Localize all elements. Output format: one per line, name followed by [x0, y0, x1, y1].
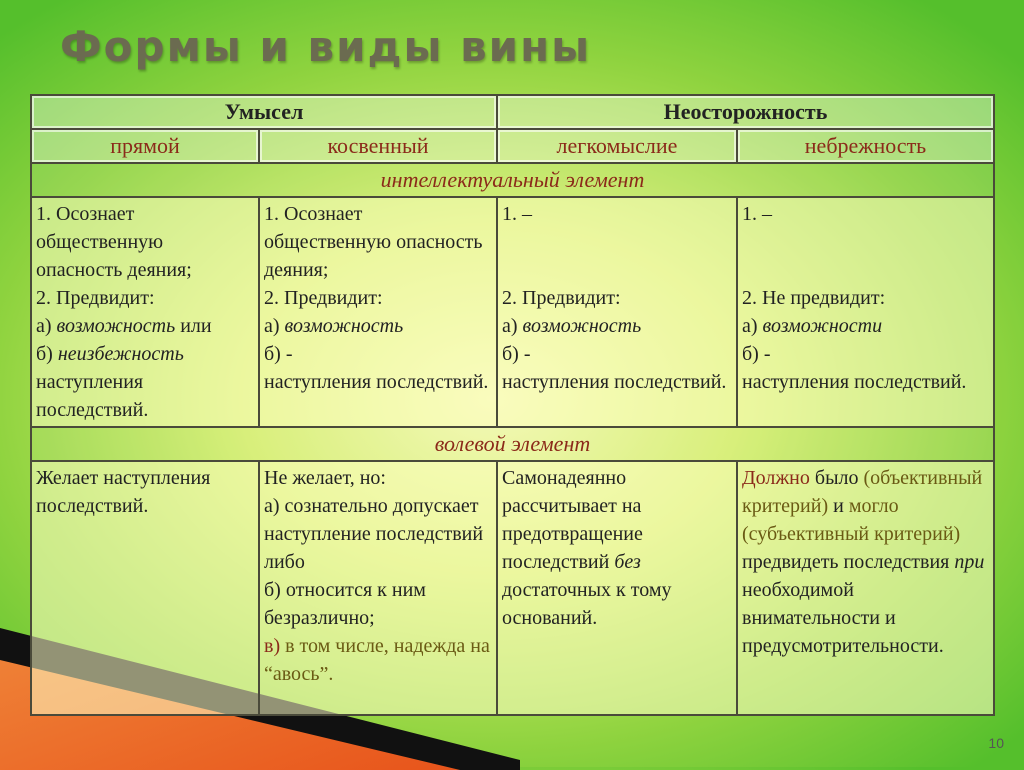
group-intent: Умысел: [31, 95, 497, 129]
volitional-frivolity-cell: [497, 461, 737, 715]
cell-line: наступления последствий.: [502, 371, 727, 393]
intellectual-direct-cell: [31, 197, 259, 427]
cell-text: было: [809, 467, 864, 489]
cell-line: 2. Предвидит:: [264, 287, 383, 309]
cell-text: а): [502, 315, 523, 337]
cell-line: [264, 632, 492, 688]
cell-line: 1. Осознает общественную опасность деяния;: [264, 203, 483, 281]
cell-line: [264, 312, 492, 340]
subtype-direct: прямой: [31, 129, 259, 163]
cell-line: б) -: [264, 343, 293, 365]
cell-text: достаточных к тому оснований.: [502, 579, 672, 629]
cell-line: наступления последствий.: [264, 371, 489, 393]
emphasis-text: возможность: [56, 315, 176, 337]
volitional-carelessness-cell: [737, 461, 994, 715]
emphasis-text: без: [614, 551, 641, 573]
volitional-row: [31, 461, 994, 715]
emphasis-text: возможности: [762, 315, 883, 337]
subtype-frivolity: легкомыслие: [497, 129, 737, 163]
cell-line: 2. Предвидит:: [36, 287, 155, 309]
cell-text: а): [742, 315, 763, 337]
cell-line: [742, 312, 989, 340]
cell-line: наступления последствий.: [742, 371, 967, 393]
cell-line: наступления последствий.: [36, 371, 149, 421]
intellectual-carelessness-cell: [737, 197, 994, 427]
cell-line: б) -: [742, 343, 771, 365]
cell-line: б) -: [502, 343, 531, 365]
cell-line: [36, 312, 254, 340]
cell-text: а): [36, 315, 57, 337]
spacer: [742, 228, 989, 284]
intellectual-indirect-cell: [259, 197, 497, 427]
slide-title: Формы и виды вины: [60, 22, 592, 71]
emphasis-text: возможность: [284, 315, 404, 337]
emphasis-text: неизбежность: [57, 343, 184, 365]
section-intellectual: интеллектуальный элемент: [31, 163, 994, 197]
cell-line: 1. Осознает общественную опасность деяния;: [36, 203, 192, 281]
spacer: [502, 228, 732, 284]
cell-text: необходимой внимательности и предусмотрительности.: [742, 579, 944, 657]
subtype-header-row: [31, 129, 994, 163]
volitional-direct-cell: Желает наступления последствий.: [31, 461, 259, 715]
cell-line: 1. –: [502, 203, 532, 225]
volitional-indirect-cell: [259, 461, 497, 715]
intellectual-row: [31, 197, 994, 427]
cell-text: или: [175, 315, 212, 337]
cell-text: и: [828, 495, 849, 517]
highlight-text: могло (субъективный критерий): [742, 495, 961, 545]
guilt-forms-table: [30, 94, 995, 716]
cell-line: [502, 312, 732, 340]
cell-line: [36, 340, 254, 368]
cell-text: Самонадеянно рассчитывает на предотвращение последствий: [502, 467, 643, 573]
group-header-row: [31, 95, 994, 129]
cell-line: а) сознательно допускает наступление последствий либо: [264, 495, 484, 573]
page-number: 10: [988, 735, 1004, 751]
cell-line: 2. Предвидит:: [502, 287, 621, 309]
highlight-text: в том числе, надежда на “авось”.: [264, 635, 490, 685]
section-volitional: волевой элемент: [31, 427, 994, 461]
subtype-carelessness: небрежность: [737, 129, 994, 163]
subtype-indirect: косвенный: [259, 129, 497, 163]
cell-text: б): [36, 343, 58, 365]
intellectual-frivolity-cell: [497, 197, 737, 427]
group-negligence: Неосторожность: [497, 95, 994, 129]
cell-line: 2. Не предвидит:: [742, 287, 886, 309]
cell-text: в): [264, 635, 286, 657]
cell-line: Не желает, но:: [264, 467, 386, 489]
highlight-text: (объективный критерий): [742, 467, 983, 517]
cell-line: б) относится к ним безразлично;: [264, 579, 426, 629]
emphasis-text: возможность: [522, 315, 642, 337]
cell-text: предвидеть последствия: [742, 551, 955, 573]
emphasis-text: при: [954, 551, 985, 573]
section-row-intellectual: [31, 163, 994, 197]
highlight-text: Должно: [742, 467, 810, 489]
cell-line: 1. –: [742, 203, 772, 225]
section-row-volitional: [31, 427, 994, 461]
cell-text: а): [264, 315, 285, 337]
